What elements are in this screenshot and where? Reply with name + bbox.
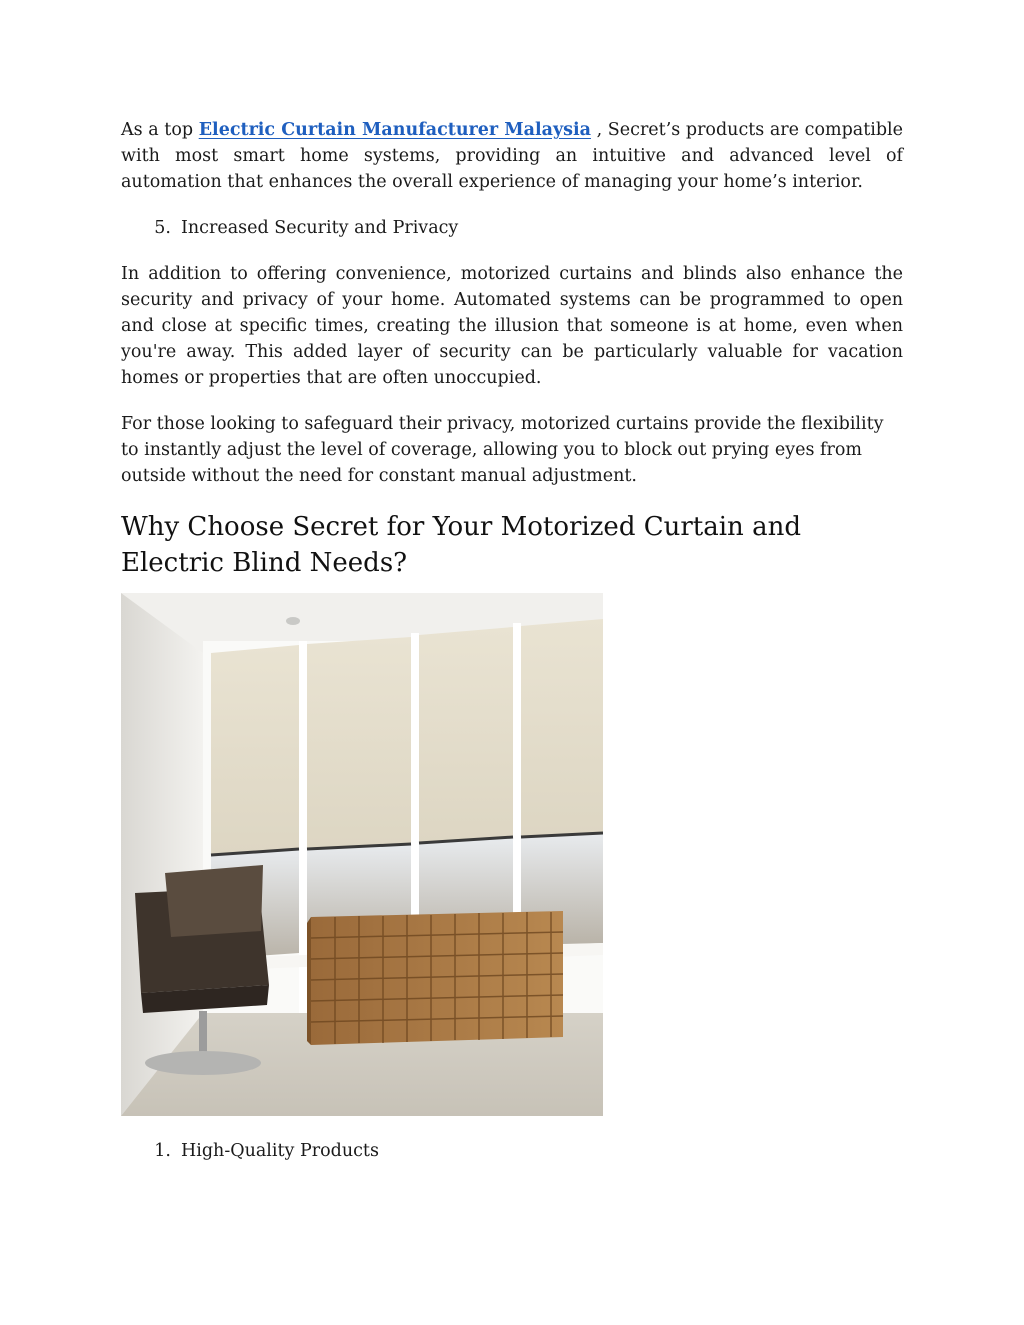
manufacturer-link[interactable]: Electric Curtain Manufacturer Malaysia [198,120,591,140]
intro-text-after: , Secret’s products are compatible with most smart home systems, providing an intuitive and advanced level of automation that enhances the overall experience of managing your home’s interior. [121,120,904,192]
room-photo [121,593,603,1116]
list-item-security [121,215,903,241]
list-item-quality [121,1138,903,1164]
list-item-label: High-Quality Products [181,1141,379,1161]
list-number: 1. [154,1141,171,1161]
section-heading: Why Choose Secret for Your Motorized Curtain and Electric Blind Needs? [121,512,801,578]
paragraph-intro [121,117,903,195]
intro-text-before: As a top [121,120,199,140]
paragraph-privacy: For those looking to safeguard their privacy, motorized curtains provide the flexibility to instantly adjust the level of coverage, allowing you to block out prying eyes from outside without the need for constant manual adjustment. [121,414,884,486]
document-page [121,117,903,1164]
list-item-label: Increased Security and Privacy [181,218,459,238]
paragraph-security: In addition to offering convenience, motorized curtains and blinds also enhance the security and privacy of your home. Automated systems can be programmed to open and close at specific times, creating the illusion that someone is at home, even when you're away. This added layer of security can be particularly valuable for vacation homes or properties that are often unoccupied. [121,264,903,388]
list-number: 5. [154,218,171,238]
